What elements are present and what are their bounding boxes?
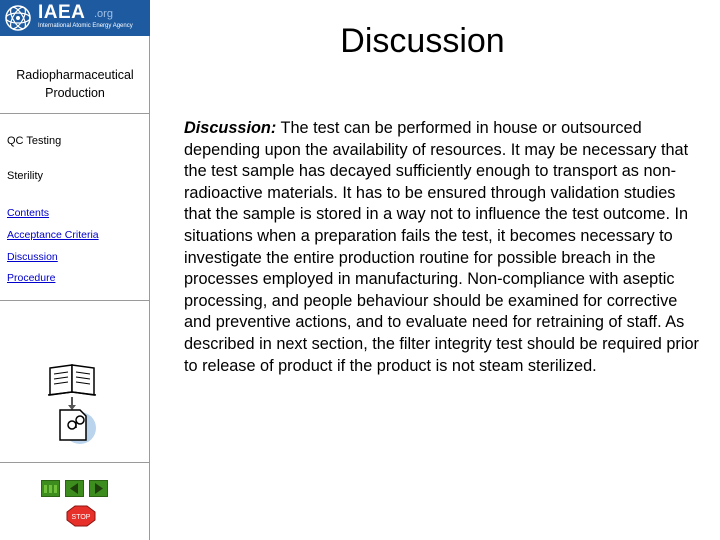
stop-icon (66, 505, 96, 527)
discussion-body: The test can be performed in house or outsourced depending upon the availability of resources. It may be necessary that the test sample has decayed sufficiently enough to transport as non-radioactive materials. It has to be ensured through validation studies that the sample is stored in a way not to influence the test outcome. In situations when a preparation fails the test, it becomes necessary to investigate the entire production routine for possible breach in the processes employed in manufacturing. Non-compliance with aseptic processing, and people behaviour should be examined for corrective and preventive actions, and to evaluate need for retraining of staff. As described in next section, the filter integrity test should be required prior to release of product if the product is not steam sterilized. (184, 119, 699, 375)
discussion-lead: Discussion: (184, 119, 277, 137)
sidebar-divider (0, 462, 150, 463)
book-icon (46, 362, 102, 446)
sidebar (0, 0, 150, 540)
sidebar-link-discussion[interactable]: Discussion (7, 251, 58, 263)
sidebar-title: Radiopharmaceutical Production (16, 68, 134, 100)
logo-name: IAEA (38, 2, 86, 23)
sidebar-link-procedure[interactable]: Procedure (7, 272, 56, 284)
forward-button[interactable] (89, 480, 108, 497)
stop-label: STOP (71, 514, 91, 521)
back-arrow-icon (66, 481, 83, 496)
home-button[interactable] (41, 480, 60, 497)
sidebar-divider (0, 113, 150, 114)
home-icon (42, 481, 59, 496)
document-icon (60, 410, 86, 440)
page-title: Discussion (340, 22, 505, 60)
sidebar-section-sterility: Sterility (7, 170, 44, 182)
iaea-logo (0, 0, 150, 36)
back-button[interactable] (65, 480, 84, 497)
logo-domain: .org (94, 8, 113, 20)
logo-subtitle: International Atomic Energy Agency (38, 23, 133, 29)
stop-button[interactable] (66, 505, 96, 527)
iaea-globe-icon (3, 3, 33, 33)
sidebar-divider (0, 300, 150, 301)
sidebar-link-acceptance-criteria[interactable]: Acceptance Criteria (7, 229, 99, 241)
sidebar-link-contents[interactable]: Contents (7, 207, 50, 219)
discussion-text (184, 118, 700, 377)
forward-arrow-icon (90, 481, 107, 496)
sidebar-section-qc-testing: QC Testing (7, 135, 62, 147)
